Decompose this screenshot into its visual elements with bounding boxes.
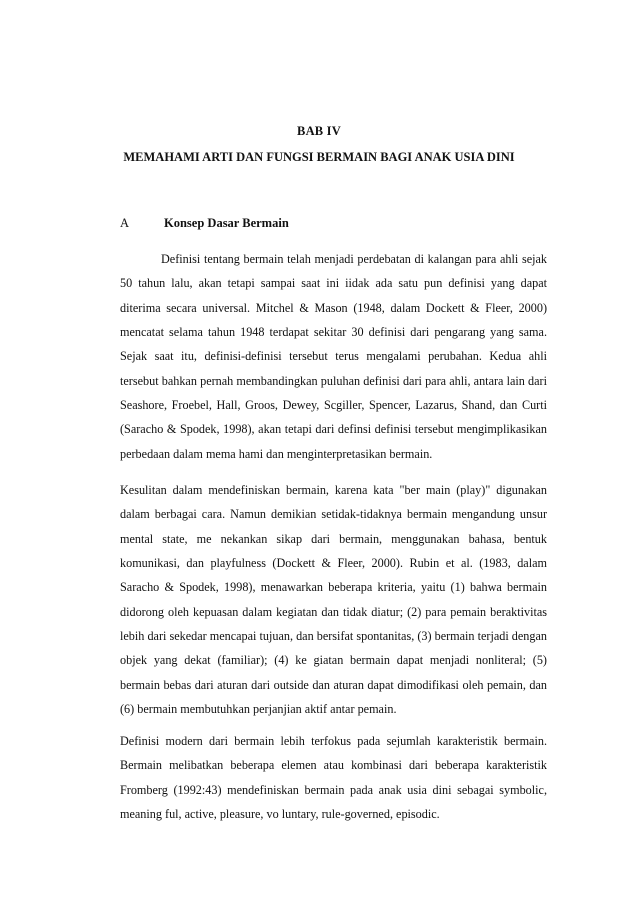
paragraph-2: Kesulitan dalam mendefiniskan bermain, karena kata "ber main (play)" digunakan dalam berbagai cara. Namun demikian setidak-tidaknya bermain mengandung unsur mental state, me nekankan sikap dari bermain, menggunakan bahasa, bentuk komunikasi, dan playfulness (Dockett & Fleer, 2000). Rubin et al. (1983, dalam Saracho & Spodek, 1998), menawarkan beberapa kriteria, yaitu (1) bahwa bermain didorong oleh kepuasan dalam kegiatan dan tidak diatur; (2) para pemain beraktivitas lebih dari sekedar mencapai tujuan, dan bersifat spontanitas, (3) bermain terjadi dengan objek yang dekat (familiar); (4) ke giatan bermain dapat menjadi nonliteral; (5) bermain bebas dari aturan dari outside dan aturan dapat dimodifikasi oleh pemain, dan (6) bermain membutuhkan perjanjian aktif antar pemain. bbox=[120, 483, 547, 716]
chapter-label: BAB IV bbox=[297, 124, 341, 138]
chapter-title: MEMAHAMI ARTI DAN FUNGSI BERMAIN BAGI ANAK USIA DINI bbox=[123, 150, 515, 164]
section-heading bbox=[120, 216, 289, 231]
section-marker: A bbox=[120, 216, 130, 230]
paragraph-1: Definisi tentang bermain telah menjadi perdebatan di kalangan para ahli sejak 50 tahun lalu, akan tetapi sampai saat ini iidak ada satu pun definisi yang dapat diterima secara universal. Mitchel & Mason (1948, dalam Dockett & Fleer, 2000) mencatat selama tahun 1948 terdapat sekitar 30 definisi dari pengarang yang sama. Sejak saat itu, definisi-definisi tersebut terus mengalami perubahan. Kedua ahli tersebut bahkan pernah membandingkan puluhan definisi dari para ahli, antara lain dari Seashore, Froebel, Hall, Groos, Dewey, Scgiller, Spencer, Lazarus, Shand, dan Curti (Saracho & Spodek, 1998), akan tetapi dari definsi definisi tersebut mengimplikasikan perbedaan dalam mema hami dan menginterpretasikan bermain. bbox=[120, 252, 547, 461]
paragraph-3: Definisi modern dari bermain lebih terfokus pada sejumlah karakteristik bermain. Bermain melibatkan beberapa elemen atau kombinasi dari beberapa karakteristik Fromberg (1992:43) mendefiniskan bermain pada anak usia dini sebagai symbolic, meaning ful, active, pleasure, vo luntary, rule-governed, episodic. bbox=[120, 734, 547, 822]
section-heading-text: Konsep Dasar Bermain bbox=[164, 216, 289, 230]
